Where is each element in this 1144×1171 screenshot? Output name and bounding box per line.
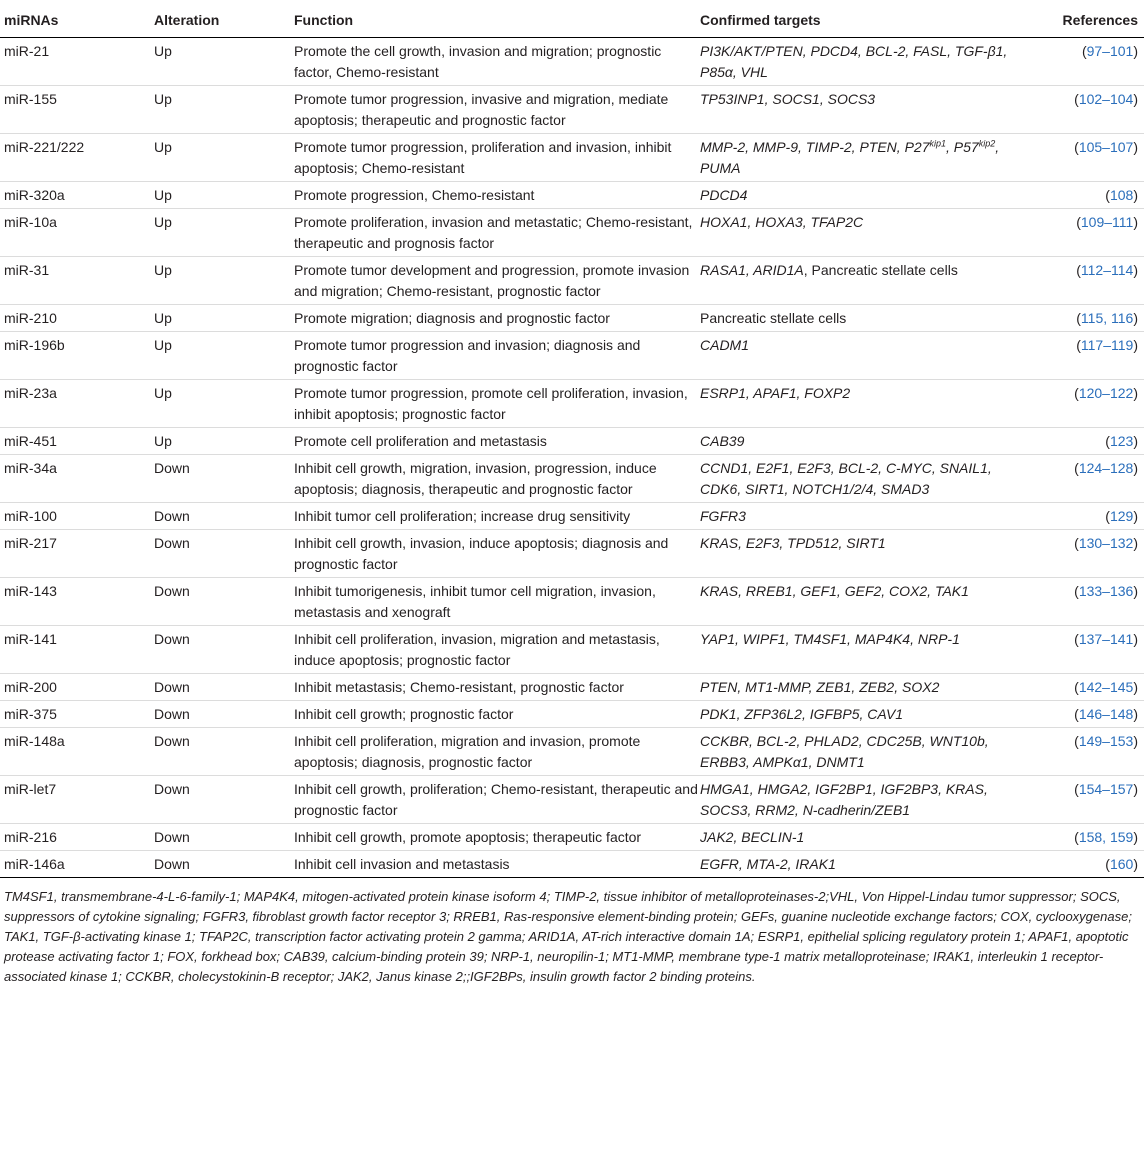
targets-cell (700, 701, 1025, 728)
mirna-cell: miR-143 (0, 578, 154, 626)
reference-close-paren: ) (1133, 856, 1138, 872)
function-cell: Inhibit cell growth, proliferation; Chemo-resistant, therapeutic and prognostic factor (294, 776, 700, 824)
mirna-cell: miR-146a (0, 851, 154, 878)
reference-link: 124–128 (1078, 460, 1134, 476)
reference-link: 154–157 (1078, 781, 1134, 797)
table-row (0, 503, 1144, 530)
reference-link: 133–136 (1078, 583, 1134, 599)
alteration-cell: Up (154, 257, 294, 305)
targets-cell (700, 209, 1025, 257)
table-row (0, 428, 1144, 455)
table-row (0, 134, 1144, 182)
reference-cell (1025, 332, 1144, 380)
mirna-cell: miR-221/222 (0, 134, 154, 182)
function-cell: Promote cell proliferation and metastasis (294, 428, 700, 455)
mirna-cell: miR-320a (0, 182, 154, 209)
reference-cell (1025, 530, 1144, 578)
function-cell: Inhibit metastasis; Chemo-resistant, prognostic factor (294, 674, 700, 701)
target-text: JAK2, BECLIN-1 (700, 829, 805, 845)
table-row (0, 455, 1144, 503)
alteration-cell: Down (154, 626, 294, 674)
reference-link: 149–153 (1078, 733, 1134, 749)
reference-close-paren: ) (1133, 91, 1138, 107)
targets-cell (700, 86, 1025, 134)
reference-link: 160 (1109, 856, 1134, 872)
reference-cell (1025, 182, 1144, 209)
function-cell: Promote the cell growth, invasion and migration; prognostic factor, Chemo-resistant (294, 38, 700, 86)
target-plain-text: Pancreatic stellate cells (700, 310, 847, 326)
alteration-cell: Up (154, 305, 294, 332)
reference-close-paren: ) (1133, 631, 1138, 647)
reference-close-paren: ) (1133, 214, 1138, 230)
reference-link: 117–119 (1080, 337, 1134, 353)
reference-link: 115, 116 (1080, 310, 1134, 326)
target-text: CCND1, E2F1, E2F3, BCL-2, C-MYC, SNAIL1, CDK6, SIRT1, NOTCH1/2/4, SMAD3 (700, 460, 992, 497)
table-row (0, 626, 1144, 674)
reference-close-paren: ) (1133, 337, 1138, 353)
mirna-cell: miR-let7 (0, 776, 154, 824)
target-superscript: kip1 (929, 138, 946, 149)
target-text: CCKBR, BCL-2, PHLAD2, CDC25B, WNT10b, ERBB3, AMPKα1, DNMT1 (700, 733, 989, 770)
target-text: MMP-2, MMP-9, TIMP-2, PTEN, P27 (700, 139, 930, 155)
table-row (0, 530, 1144, 578)
target-text: HOXA1, HOXA3, TFAP2C (700, 214, 864, 230)
target-text: , P57 (946, 139, 979, 155)
targets-cell (700, 578, 1025, 626)
reference-open-paren: ( (1105, 856, 1110, 872)
reference-open-paren: ( (1074, 679, 1079, 695)
mirna-cell: miR-155 (0, 86, 154, 134)
table-row (0, 332, 1144, 380)
function-cell: Inhibit cell growth, invasion, induce apoptosis; diagnosis and prognostic factor (294, 530, 700, 578)
table-footnote: TM4SF1, transmembrane-4-L-6-family-1; MAP4K4, mitogen-activated protein kinase isoform 4; TIMP-2, tissue inhibitor of metalloproteinases-2;VHL, Von Hippel-Lindau tumor suppressor; SOCS, suppressors of cytokine signaling; FGFR3, fibroblast growth factor receptor 3; RREB1, Ras-responsive element-binding protein; GEFs, guanine nucleotide exchange factors; COX, cyclooxygenase; TAK1, TGF-β-activating kinase 1; TFAP2C, transcription factor activating protein 2 gamma; ARID1A, AT-rich interactive domain 1A; ESRP1, epithelial splicing regulatory protein 1; APAF1, apoptotic protease activating factor 1; FOX, forkhead box; CAB39, calcium-binding protein 39; NRP-1, neuropilin-1; MT1-MMP, membrane type-1 matrix metalloproteinase; IRAK1, interleukin 1 receptor-associated kinase 1; CCKBR, cholecystokinin-B receptor; JAK2, Janus kinase 2;;IGF2BPs, insulin growth factor 2 binding proteins. (4, 889, 1132, 984)
reference-link: 146–148 (1078, 706, 1134, 722)
reference-cell (1025, 257, 1144, 305)
reference-open-paren: ( (1076, 337, 1081, 353)
table-row (0, 701, 1144, 728)
mirna-cell: miR-31 (0, 257, 154, 305)
target-text: KRAS, RREB1, GEF1, GEF2, COX2, TAK1 (700, 583, 969, 599)
reference-open-paren: ( (1074, 631, 1079, 647)
target-plain-text: , Pancreatic stellate cells (803, 262, 958, 278)
table-row (0, 257, 1144, 305)
reference-open-paren: ( (1105, 508, 1110, 524)
targets-cell (700, 503, 1025, 530)
alteration-cell: Down (154, 728, 294, 776)
alteration-cell: Down (154, 674, 294, 701)
reference-cell (1025, 380, 1144, 428)
reference-cell (1025, 455, 1144, 503)
targets-cell (700, 134, 1025, 182)
reference-link: 123 (1109, 433, 1134, 449)
table-body (0, 38, 1144, 878)
table-row (0, 86, 1144, 134)
header-mirnas: miRNAs (0, 0, 154, 38)
alteration-cell: Up (154, 182, 294, 209)
header-function: Function (294, 0, 700, 38)
mirna-cell: miR-217 (0, 530, 154, 578)
target-text: ESRP1, APAF1, FOXP2 (700, 385, 851, 401)
function-cell: Promote migration; diagnosis and prognostic factor (294, 305, 700, 332)
reference-cell (1025, 701, 1144, 728)
reference-link: 108 (1109, 187, 1134, 203)
mirna-cell: miR-34a (0, 455, 154, 503)
target-text: PDCD4 (700, 187, 748, 203)
header-references: References (1025, 0, 1144, 38)
function-cell: Inhibit cell invasion and metastasis (294, 851, 700, 878)
target-text: EGFR, MTA-2, IRAK1 (700, 856, 836, 872)
targets-cell (700, 674, 1025, 701)
header-alteration: Alteration (154, 0, 294, 38)
function-cell: Promote proliferation, invasion and metastatic; Chemo-resistant, therapeutic and prognosis factor (294, 209, 700, 257)
targets-cell (700, 776, 1025, 824)
table-row (0, 674, 1144, 701)
reference-cell (1025, 824, 1144, 851)
reference-open-paren: ( (1105, 187, 1110, 203)
reference-link: 105–107 (1078, 139, 1134, 155)
mirna-cell: miR-210 (0, 305, 154, 332)
function-cell: Promote tumor progression, promote cell proliferation, invasion, inhibit apoptosis; prognostic factor (294, 380, 700, 428)
reference-cell (1025, 851, 1144, 878)
targets-cell (700, 257, 1025, 305)
reference-link: 120–122 (1078, 385, 1134, 401)
table-header (0, 0, 1144, 38)
function-cell: Inhibit cell growth, migration, invasion, progression, induce apoptosis; diagnosis, therapeutic and prognostic factor (294, 455, 700, 503)
reference-link: 112–114 (1080, 262, 1134, 278)
reference-link: 97–101 (1086, 43, 1134, 59)
targets-cell (700, 332, 1025, 380)
reference-close-paren: ) (1133, 781, 1138, 797)
function-cell: Promote tumor progression and invasion; diagnosis and prognostic factor (294, 332, 700, 380)
reference-close-paren: ) (1133, 43, 1138, 59)
table-row (0, 776, 1144, 824)
function-cell: Inhibit tumor cell proliferation; increase drug sensitivity (294, 503, 700, 530)
function-cell: Promote tumor progression, proliferation and invasion, inhibit apoptosis; Chemo-resistant (294, 134, 700, 182)
reference-open-paren: ( (1074, 460, 1079, 476)
mirna-cell: miR-141 (0, 626, 154, 674)
alteration-cell: Up (154, 332, 294, 380)
table-row (0, 209, 1144, 257)
reference-link: 137–141 (1078, 631, 1134, 647)
table-row (0, 578, 1144, 626)
reference-open-paren: ( (1076, 214, 1081, 230)
targets-cell (700, 530, 1025, 578)
target-text: , PUMA (700, 139, 1000, 176)
reference-open-paren: ( (1074, 733, 1079, 749)
reference-open-paren: ( (1074, 706, 1079, 722)
reference-cell (1025, 776, 1144, 824)
table-row (0, 380, 1144, 428)
targets-cell (700, 305, 1025, 332)
reference-close-paren: ) (1133, 262, 1138, 278)
reference-link: 102–104 (1078, 91, 1134, 107)
target-text: HMGA1, HMGA2, IGF2BP1, IGF2BP3, KRAS, SOCS3, RRM2, N-cadherin/ZEB1 (700, 781, 988, 818)
reference-close-paren: ) (1133, 460, 1138, 476)
target-text: TP53INP1, SOCS1, SOCS3 (700, 91, 876, 107)
reference-link: 158, 159 (1078, 829, 1134, 845)
function-cell: Inhibit cell proliferation, invasion, migration and metastasis, induce apoptosis; prognostic factor (294, 626, 700, 674)
reference-cell (1025, 86, 1144, 134)
reference-open-paren: ( (1074, 535, 1079, 551)
reference-close-paren: ) (1133, 829, 1138, 845)
reference-cell (1025, 728, 1144, 776)
table-row (0, 182, 1144, 209)
table-row (0, 305, 1144, 332)
function-cell: Promote progression, Chemo-resistant (294, 182, 700, 209)
alteration-cell: Down (154, 578, 294, 626)
target-text: RASA1, ARID1A (700, 262, 804, 278)
table-row (0, 824, 1144, 851)
alteration-cell: Down (154, 503, 294, 530)
reference-close-paren: ) (1133, 433, 1138, 449)
reference-open-paren: ( (1074, 583, 1079, 599)
reference-open-paren: ( (1074, 385, 1079, 401)
reference-close-paren: ) (1133, 733, 1138, 749)
mirna-cell: miR-216 (0, 824, 154, 851)
reference-close-paren: ) (1133, 535, 1138, 551)
target-text: YAP1, WIPF1, TM4SF1, MAP4K4, NRP-1 (700, 631, 960, 647)
target-text: PDK1, ZFP36L2, IGFBP5, CAV1 (700, 706, 904, 722)
alteration-cell: Down (154, 530, 294, 578)
reference-cell (1025, 503, 1144, 530)
reference-close-paren: ) (1133, 508, 1138, 524)
mirna-cell: miR-375 (0, 701, 154, 728)
reference-cell (1025, 209, 1144, 257)
target-text: PTEN, MT1-MMP, ZEB1, ZEB2, SOX2 (700, 679, 940, 695)
reference-close-paren: ) (1133, 385, 1138, 401)
table-row (0, 38, 1144, 86)
targets-cell (700, 38, 1025, 86)
mirna-cell: miR-10a (0, 209, 154, 257)
mirna-cell: miR-196b (0, 332, 154, 380)
alteration-cell: Down (154, 776, 294, 824)
reference-close-paren: ) (1133, 706, 1138, 722)
reference-open-paren: ( (1105, 433, 1110, 449)
reference-link: 142–145 (1078, 679, 1134, 695)
alteration-cell: Up (154, 86, 294, 134)
header-row (0, 0, 1144, 38)
function-cell: Inhibit cell growth, promote apoptosis; therapeutic factor (294, 824, 700, 851)
reference-open-paren: ( (1076, 310, 1081, 326)
reference-link: 130–132 (1078, 535, 1134, 551)
alteration-cell: Down (154, 824, 294, 851)
reference-link: 129 (1109, 508, 1134, 524)
reference-close-paren: ) (1133, 187, 1138, 203)
reference-cell (1025, 578, 1144, 626)
reference-cell (1025, 134, 1144, 182)
reference-close-paren: ) (1133, 583, 1138, 599)
mirna-cell: miR-451 (0, 428, 154, 455)
targets-cell (700, 182, 1025, 209)
reference-cell (1025, 305, 1144, 332)
alteration-cell: Up (154, 209, 294, 257)
alteration-cell: Up (154, 38, 294, 86)
mirna-cell: miR-148a (0, 728, 154, 776)
reference-open-paren: ( (1074, 139, 1079, 155)
targets-cell (700, 851, 1025, 878)
reference-close-paren: ) (1133, 139, 1138, 155)
alteration-cell: Up (154, 428, 294, 455)
reference-open-paren: ( (1074, 829, 1079, 845)
table-row (0, 728, 1144, 776)
reference-cell (1025, 674, 1144, 701)
target-text: CADM1 (700, 337, 750, 353)
mirna-cell: miR-23a (0, 380, 154, 428)
reference-close-paren: ) (1133, 679, 1138, 695)
reference-open-paren: ( (1074, 781, 1079, 797)
target-text: PI3K/AKT/PTEN, PDCD4, BCL-2, FASL, TGF-β1, P85α, VHL (700, 43, 1008, 80)
alteration-cell: Down (154, 851, 294, 878)
targets-cell (700, 380, 1025, 428)
header-confirmed-targets: Confirmed targets (700, 0, 1025, 38)
function-cell: Inhibit tumorigenesis, inhibit tumor cell migration, invasion, metastasis and xenograft (294, 578, 700, 626)
targets-cell (700, 626, 1025, 674)
targets-cell (700, 455, 1025, 503)
reference-cell (1025, 428, 1144, 455)
reference-cell (1025, 626, 1144, 674)
targets-cell (700, 824, 1025, 851)
function-cell: Inhibit cell growth; prognostic factor (294, 701, 700, 728)
reference-open-paren: ( (1074, 91, 1079, 107)
target-text: KRAS, E2F3, TPD512, SIRT1 (700, 535, 886, 551)
reference-open-paren: ( (1081, 43, 1087, 59)
alteration-cell: Down (154, 701, 294, 728)
function-cell: Promote tumor development and progression, promote invasion and migration; Chemo-resistant, prognostic factor (294, 257, 700, 305)
function-cell: Inhibit cell proliferation, migration and invasion, promote apoptosis; diagnosis, prognostic factor (294, 728, 700, 776)
target-text: FGFR3 (700, 508, 746, 524)
reference-open-paren: ( (1076, 262, 1081, 278)
mirna-cell: miR-200 (0, 674, 154, 701)
alteration-cell: Down (154, 455, 294, 503)
targets-cell (700, 728, 1025, 776)
reference-cell (1025, 38, 1144, 86)
reference-link: 109–111 (1080, 214, 1134, 230)
target-superscript: kip2 (978, 138, 996, 149)
table-row (0, 851, 1144, 878)
reference-close-paren: ) (1133, 310, 1138, 326)
alteration-cell: Up (154, 380, 294, 428)
mirna-cell: miR-100 (0, 503, 154, 530)
function-cell: Promote tumor progression, invasive and migration, mediate apoptosis; therapeutic and prognostic factor (294, 86, 700, 134)
target-text: CAB39 (700, 433, 745, 449)
alteration-cell: Up (154, 134, 294, 182)
mirna-cell: miR-21 (0, 38, 154, 86)
targets-cell (700, 428, 1025, 455)
